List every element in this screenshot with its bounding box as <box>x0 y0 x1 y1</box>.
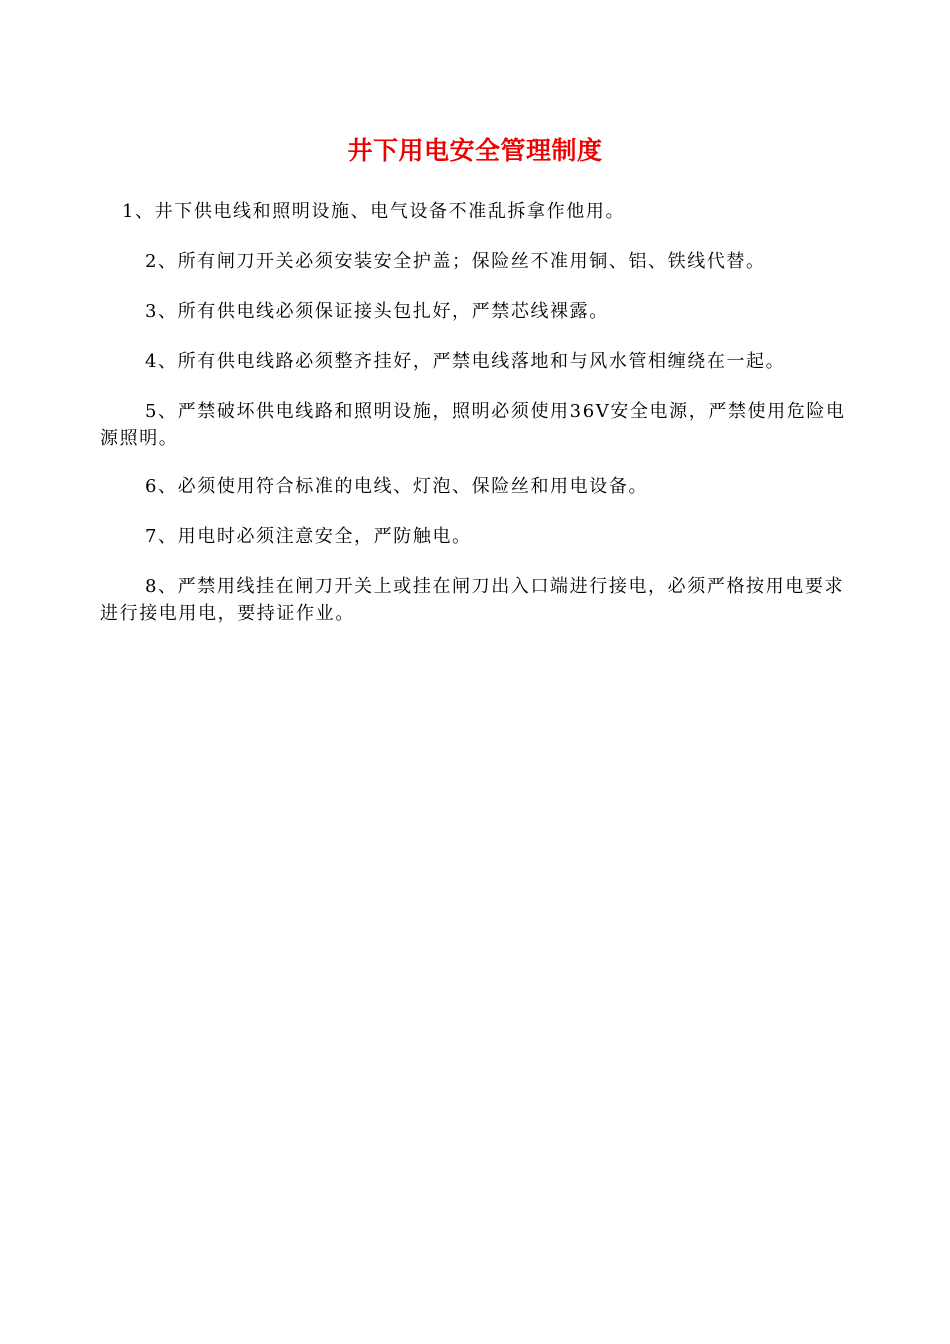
rule-item-6: 6、必须使用符合标准的电线、灯泡、保险丝和用电设备。 <box>145 476 649 497</box>
document-title: 井下用电安全管理制度 <box>347 136 603 165</box>
rule-item-2: 2、所有闸刀开关必须安装安全护盖；保险丝不准用铜、铝、铁线代替。 <box>145 251 766 272</box>
rule-item-4: 4、所有供电线路必须整齐挂好，严禁电线落地和与风水管相缠绕在一起。 <box>145 351 786 372</box>
rule-item-5: 5、严禁破坏供电线路和照明设施，照明必须使用36V安全电源，严禁使用危险电源照明。 <box>100 401 846 449</box>
rule-item-7: 7、用电时必须注意安全，严防触电。 <box>145 526 472 547</box>
rule-item-3: 3、所有供电线必须保证接头包扎好，严禁芯线裸露。 <box>145 301 609 322</box>
rule-item-1: 1、井下供电线和照明设施、电气设备不准乱拆拿作他用。 <box>122 201 626 222</box>
rule-item-8: 8、严禁用线挂在闸刀开关上或挂在闸刀出入口端进行接电，必须严格按用电要求进行接电用电，要持证作业。 <box>100 576 845 624</box>
